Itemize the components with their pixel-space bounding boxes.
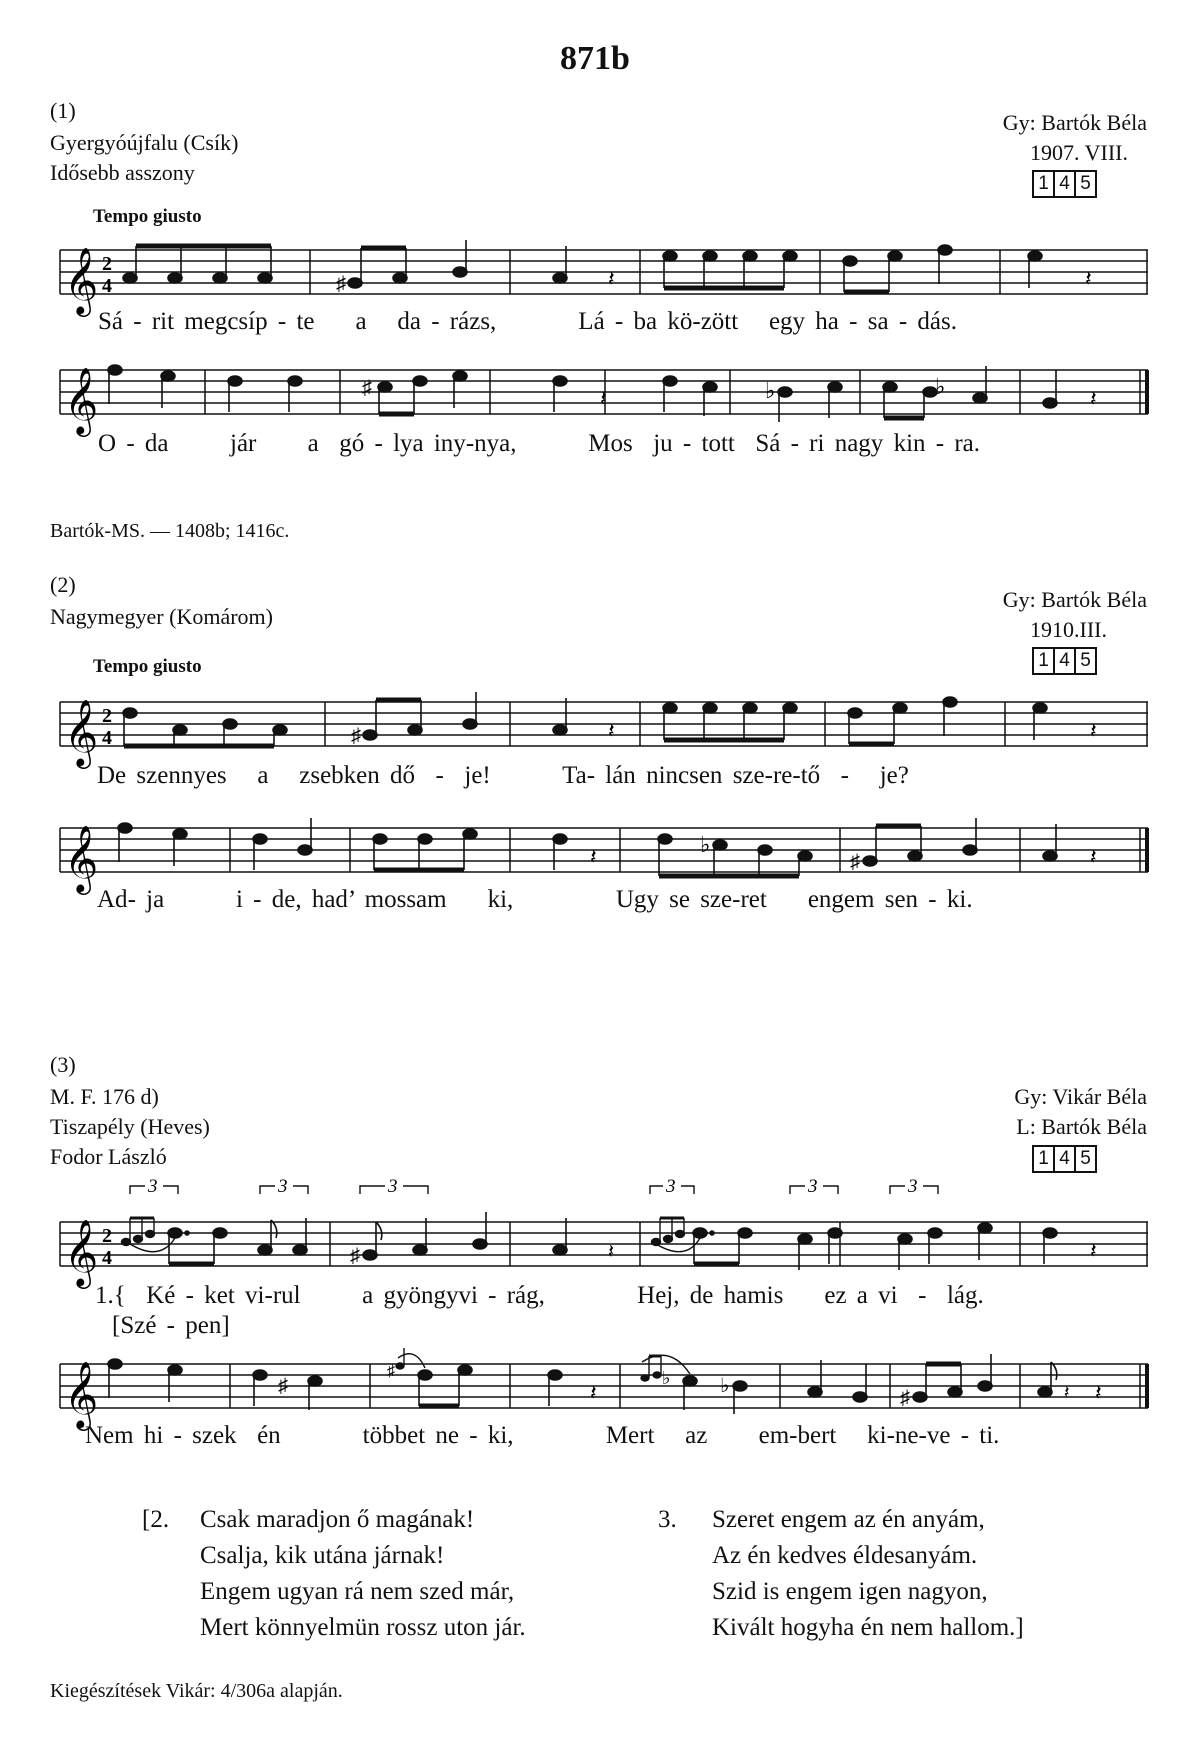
song-3-location: Tiszapély (Heves): [50, 1114, 210, 1139]
song-1-collector: Gy: Bartók Béla: [1002, 110, 1147, 135]
stanza-line: Szid is engem igen nagyon,: [712, 1578, 988, 1605]
quarter-rest-icon: 𝄽: [590, 845, 597, 870]
quarter-rest-icon: 𝄽: [1090, 387, 1097, 412]
flat-icon: ♭: [765, 378, 776, 403]
stanza-2: [200, 1502, 526, 1646]
structure-box: 4: [1053, 170, 1076, 198]
song-3-source: M. F. 176 d): [50, 1084, 159, 1109]
sharp-icon: ♯: [387, 1363, 395, 1380]
time-signature-bottom: 4: [102, 275, 112, 297]
stanza-line: Kivált hogyha én nem hallom.]: [712, 1614, 1024, 1641]
flat-icon: ♭: [935, 374, 946, 399]
treble-clef-icon: 𝄞: [64, 698, 99, 766]
stanza-3-number: 3.: [658, 1506, 677, 1533]
flat-icon: ♭: [700, 832, 711, 857]
song-2-lyrics-line-2: Ad- ja i - de, had’ mossam ki, Ugy se sze-ret engem sen - ki.: [97, 886, 973, 913]
sharp-icon: ♯: [850, 851, 860, 873]
tuplet-number: 3: [278, 1176, 288, 1197]
song-1-structure-boxes: [1032, 170, 1095, 198]
song-3-transcriber: L: Bartók Béla: [1016, 1114, 1147, 1139]
eighth-rest-icon: 𝄽: [608, 1239, 615, 1263]
eighth-rest-icon: 𝄽: [1064, 1382, 1070, 1403]
structure-box: 5: [1074, 1145, 1097, 1173]
treble-clef-icon: 𝄞: [64, 246, 99, 314]
quarter-rest-icon: 𝄽: [1090, 845, 1097, 870]
tuplet-number: 3: [908, 1176, 918, 1197]
treble-clef-icon: 𝄞: [64, 824, 99, 892]
song-3-staff-1: [50, 1212, 1150, 1292]
stanza-2-number: [2.: [142, 1506, 170, 1533]
treble-clef-icon: 𝄞: [64, 1360, 99, 1428]
song-2-staff-1: [50, 692, 1150, 772]
song-2-tempo: Tempo giusto: [93, 656, 202, 677]
sharp-icon: ♯: [362, 377, 372, 399]
time-signature-top: 2: [102, 705, 112, 727]
treble-clef-icon: 𝄞: [64, 1218, 99, 1286]
quarter-rest-icon: 𝄽: [590, 1381, 597, 1406]
sharp-icon: ♯: [278, 1375, 288, 1397]
structure-box: 4: [1053, 647, 1076, 675]
tuplet-number: 3: [808, 1176, 818, 1197]
time-signature-bottom: 4: [102, 727, 112, 749]
quarter-rest-icon: 𝄽: [608, 267, 615, 292]
structure-box: 4: [1053, 1145, 1076, 1173]
song-3-structure-boxes: [1032, 1145, 1095, 1173]
song-3-performer: Fodor László: [50, 1144, 167, 1169]
structure-box: 1: [1032, 170, 1055, 198]
treble-clef-icon: 𝄞: [64, 366, 99, 434]
tuplet-number: 3: [388, 1176, 398, 1197]
song-2-date: 1910.III.: [1030, 617, 1107, 642]
flat-icon: ♭: [662, 1368, 671, 1388]
footnote: Kiegészítések Vikár: 4/306a alapján.: [50, 1680, 343, 1702]
song-1-location: Gyergyóújfalu (Csík): [50, 130, 239, 155]
stanza-line: Csalja, kik utána járnak!: [200, 1542, 445, 1569]
time-signature-bottom: 4: [102, 1247, 112, 1269]
time-signature-top: 2: [102, 1225, 112, 1247]
structure-box: 5: [1074, 170, 1097, 198]
sharp-icon: ♯: [351, 725, 361, 747]
time-signature-top: 2: [102, 253, 112, 275]
song-1-date: 1907. VIII.: [1030, 140, 1128, 165]
song-1-number: (1): [50, 98, 76, 123]
page-title: 871b: [560, 40, 630, 77]
structure-box: 5: [1074, 647, 1097, 675]
stanza-line: Engem ugyan rá nem szed már,: [200, 1578, 515, 1605]
sharp-icon: ♯: [900, 1387, 910, 1409]
song-2-lyrics-line-1: De szennyes a zsebken dő - je! Ta- lán nincsen sze-re-tő - je?: [97, 762, 909, 789]
quarter-rest-icon: 𝄽: [600, 387, 607, 412]
song-3-lyrics-line-1: 1.{ Ké - ket vi-rul a gyöngyvi - rág, Hej, de hamis ez a vi - lág.: [95, 1282, 984, 1309]
structure-box: 1: [1032, 1145, 1055, 1173]
sharp-icon: ♯: [336, 273, 346, 295]
stanza-line: Csak maradjon ő magának!: [200, 1506, 475, 1533]
song-2-number: (2): [50, 572, 76, 597]
quarter-rest-icon: 𝄽: [608, 719, 615, 744]
song-3-number: (3): [50, 1052, 76, 1077]
song-1-lyrics-line-2: O - da jár a gó - lya iny-nya, Mos ju - tott Sá - ri nagy kin - ra.: [98, 430, 981, 457]
tuplet-number: 3: [148, 1176, 158, 1197]
stanza-line: Mert könnyelmün rossz uton jár.: [200, 1614, 526, 1641]
song-1-performer: Idősebb asszony: [50, 160, 195, 185]
sharp-icon: ♯: [350, 1245, 360, 1267]
song-3-lyrics-line-2: Nem hi - szek én többet ne - ki, Mert az em-bert ki-ne-ve - ti.: [85, 1422, 1000, 1449]
song-1-lyrics-line-1: Sá - rit megcsíp - te a da - rázs, Lá - ba kö-zött egy ha - sa - dás.: [98, 308, 957, 335]
tuplet-number: 3: [666, 1176, 676, 1197]
song-3-tuplet-marks: [50, 1172, 1150, 1212]
song-2-location: Nagymegyer (Komárom): [50, 604, 273, 629]
song-3-lyrics-alt: [Szé - pen]: [112, 1312, 230, 1339]
song-2-collector: Gy: Bartók Béla: [1002, 587, 1147, 612]
quarter-rest-icon: 𝄽: [1090, 719, 1097, 744]
quarter-rest-icon: 𝄽: [1085, 267, 1092, 292]
stanza-line: Szeret engem az én anyám,: [712, 1506, 985, 1533]
structure-box: 1: [1032, 647, 1055, 675]
flat-icon: ♭: [720, 1375, 730, 1397]
song-3-collector: Gy: Vikár Béla: [1014, 1084, 1147, 1109]
stanza-3: [712, 1502, 1024, 1646]
song-1-tempo: Tempo giusto: [93, 206, 202, 227]
song-1-staff-2: [50, 360, 1150, 440]
stanza-line: Az én kedves éldesanyám.: [712, 1542, 978, 1569]
quarter-rest-icon: 𝄽: [1090, 1239, 1097, 1264]
song-1-reference: Bartók-MS. — 1408b; 1416c.: [50, 520, 290, 542]
quarter-rest-icon: 𝄽: [1095, 1381, 1102, 1406]
song-2-structure-boxes: [1032, 647, 1095, 675]
